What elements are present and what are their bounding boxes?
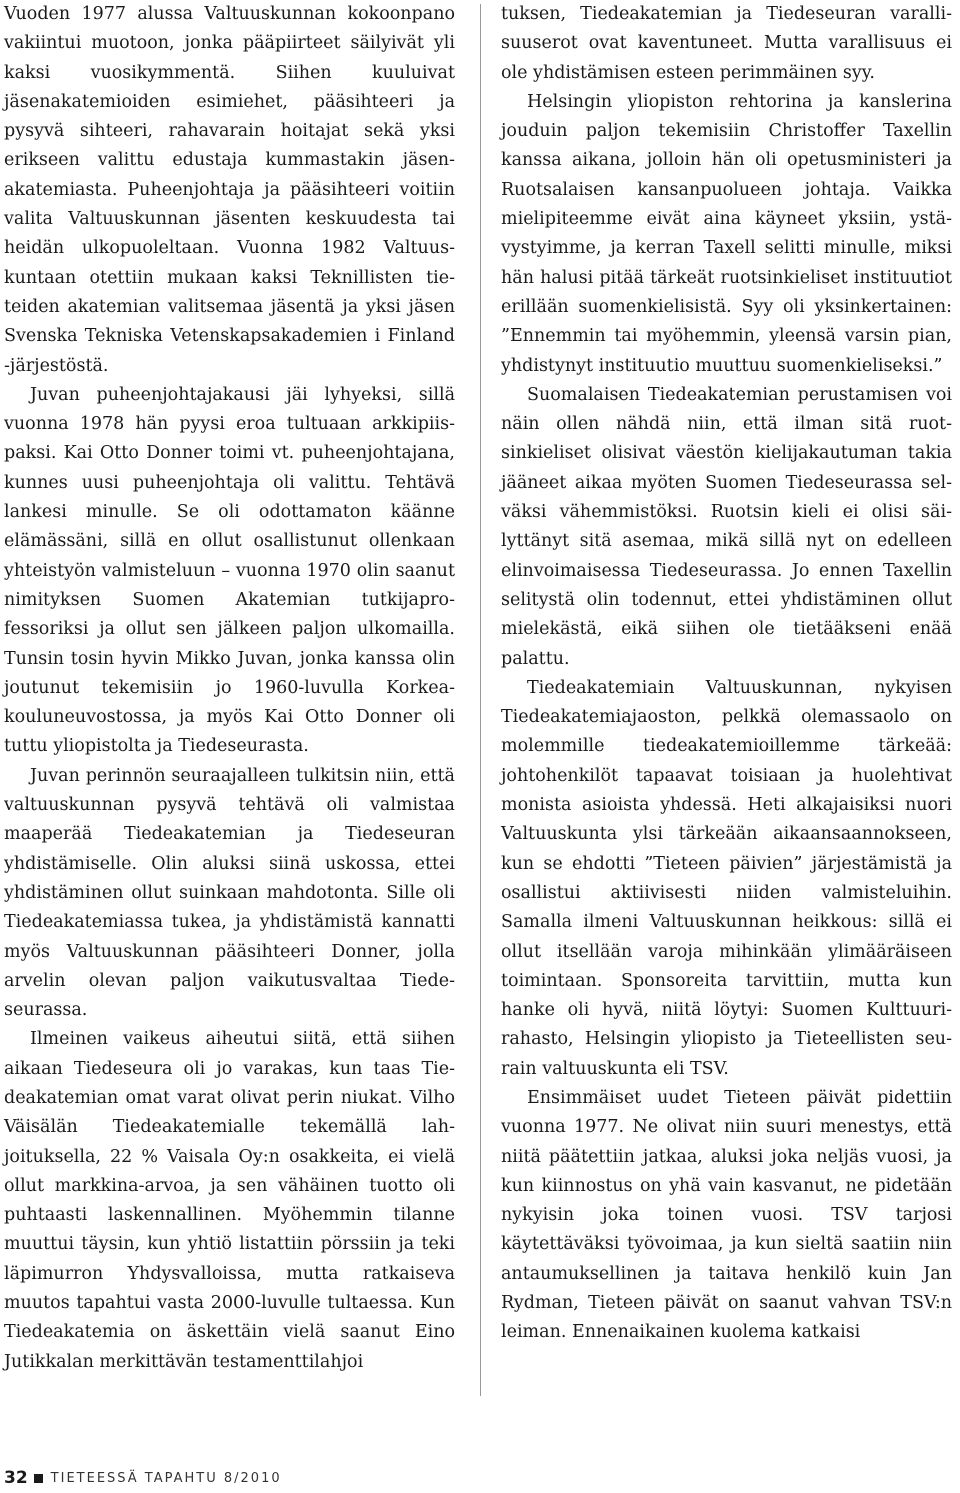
right-paragraph-4: Tiedeakatemiain Valtuuskunnan, nykyisen Tiedeakatemiajaoston, pelkkä olemassaolo on molemmille tiedeakatemioillemme tärkeää: johtohenkilöt tapaavat toisiaan ja huolehtivat monista asioista yhdessä. Heti alkajaisiksi nuori Valtuuskunta ylsi tärkeään aikaansaannokseen, kun se ehdotti ”Tieteen päivien” järjestämistä ja osallistui aktiivisesti niiden valmisteluihin. Samalla ilmeni Valtuuskunnan heikkous: sillä ei ollut itsellään varoja mihinkään ylimääräiseen toimintaan. Sponsoreita tarvittiin, mutta kun hanke oli hyvä, niitä löytyi: Suomen Kulttuurirahasto, Helsingin yliopisto ja Tieteellisten seurain valtuuskunta eli TSV.: [501, 677, 952, 1079]
right-paragraph-3: Suomalaisen Tiedeakatemian perustamisen voi näin ollen nähdä niin, että ilman sitä ruotsinkieliset olisivat väestön kielijakautuman takia jääneet aikaa myöten Suomen Tiedeseurassa selväksi vähemmistöksi. Ruotsin kieli ei olisi säilyttänyt sitä asemaa, mikä sillä nyt on edelleen elinvoimaisessa Tiedeseurassa. Jo ennen Taxellin selitystä olin todennut, ettei yhdistäminen ollut mielekästä, eikä siihen ole tietääkseni enää palattu.: [501, 384, 952, 669]
left-paragraph-1: Vuoden 1977 alussa Valtuuskunnan kokoonpano vakiintui muotoon, jonka pääpiirteet säilyivät yli kaksi vuosikymmentä. Siihen kuuluivat jäsenakatemioiden esimiehet, pääsihteeri ja pysyvä sihteeri, rahavarain hoitajat sekä yksi erikseen valittu edustaja kummastakin jäsenakatemiasta. Puheenjohtaja ja pääsihteeri voitiin valita Valtuuskunnan jäsenten keskuudesta tai heidän ulkopuoleltaan. Vuonna 1982 Valtuuskuntaan otettiin mukaan kaksi Teknillisten tieteiden akatemian valitsemaa jäsentä ja yksi jäsen Svenska Tekniska Vetenskapsakademien i Finland -järjestöstä.: [4, 4, 455, 376]
page-footer: [4, 1466, 282, 1490]
publication-name: TIETEESSÄ TAPAHTU 8/2010: [50, 1470, 282, 1486]
column-divider: [480, 4, 481, 1396]
left-text-column: [4, 0, 455, 1377]
right-paragraph-2: Helsingin yliopiston rehtorina ja kanslerina jouduin paljon tekemisiin Christoffer Taxellin kanssa aikana, jolloin hän oli opetusministeri ja Ruotsalaisen kansanpuolueen johtaja. Vaikka mielipiteemme eivät aina käyneet yksiin, ystävystyimme, ja kerran Taxell selitti minulle, miksi hän halusi pitää tärkeät ruotsinkieliset instituutiot erillään suomenkielisistä. Syy oli yksinkertainen: ”Ennemmin tai myöhemmin, yleensä varsin pian, yhdistynyt instituutio muuttuu suomenkieliseksi.”: [501, 91, 952, 376]
right-paragraph-1: tuksen, Tiedeakatemian ja Tiedeseuran varallisuuserot ovat kaventuneet. Mutta varallisuus ei ole yhdistämisen esteen perimmäinen syy.: [501, 4, 952, 83]
right-paragraph-5: Ensimmäiset uudet Tieteen päivät pidettiin vuonna 1977. Ne olivat niin suuri menestys, että niitä päätettiin jatkaa, aluksi joka neljäs vuosi, ja kun kiinnostus on yhä vain kasvanut, ne pidetään nykyisin joka toinen vuosi. TSV tarjosi käytettäväksi työvoimaa, ja kun sieltä saatiin niin antaumuksellinen ja taitava henkilö kuin Jan Rydman, Tieteen päivät on saanut vahvan TSV:n leiman. Ennenaikainen kuolema katkaisi: [501, 1087, 952, 1343]
left-paragraph-2: Juvan puheenjohtajakausi jäi lyhyeksi, sillä vuonna 1978 hän pyysi eroa tultuaan arkkipiispaksi. Kai Otto Donner toimi vt. puheenjohtajana, kunnes uusi puheenjohtaja oli valittu. Tehtävä lankesi minulle. Se oli odottamaton käänne elämässäni, sillä en ollut osallistunut ollenkaan yhteistyön valmisteluun – vuonna 1970 olin saanut nimityksen Suomen Akatemian tutkijaprofessoriksi ja ollut sen jälkeen paljon ulkomailla. Tunsin tosin hyvin Mikko Juvan, jonka kanssa olin joutunut tekemisiin jo 1960-luvulla Korkeakouluneuvostossa, ja myös Kai Otto Donner oli tuttu yliopistolta ja Tiedeseurasta.: [4, 384, 455, 757]
page-number: 32: [4, 1468, 28, 1488]
left-paragraph-4: Ilmeinen vaikeus aiheutui siitä, että siihen aikaan Tiedeseura oli jo varakas, kun taas Tiedeakatemian omat varat olivat perin niukat. Vilho Väisälän Tiedeakatemialle tekemällä lahjoituksella, 22 % Vaisala Oy:n osakkeita, ei vielä ollut markkina-arvoa, ja sen vähäinen tuotto oli puhtaasti laskennallinen. Myöhemmin tilanne muuttui täysin, kun yhtiö listattiin pörssiin ja teki läpimurron Yhdysvalloissa, mutta ratkaiseva muutos tapahtui vasta 2000-luvulle tultaessa. Kun Tiedeakatemia on äskettäin vielä saanut Eino Jutikkalan merkittävän testamenttilahjoi: [4, 1029, 455, 1372]
square-bullet-icon: [34, 1474, 43, 1483]
left-paragraph-3: Juvan perinnön seuraajalleen tulkitsin niin, että valtuuskunnan pysyvä tehtävä oli valmistaa maaperää Tiedeakatemian ja Tiedeseuran yhdistämiselle. Olin aluksi siinä uskossa, ettei yhdistäminen ollut suinkaan mahdotonta. Sille oli Tiedeakatemiassa tukea, ja yhdistämistä kannatti myös Valtuuskunnan pääsihteeri Donner, jolla arvelin olevan paljon vaikutusvaltaa Tiedeseurassa.: [4, 765, 455, 1021]
right-text-column: [501, 0, 952, 1348]
